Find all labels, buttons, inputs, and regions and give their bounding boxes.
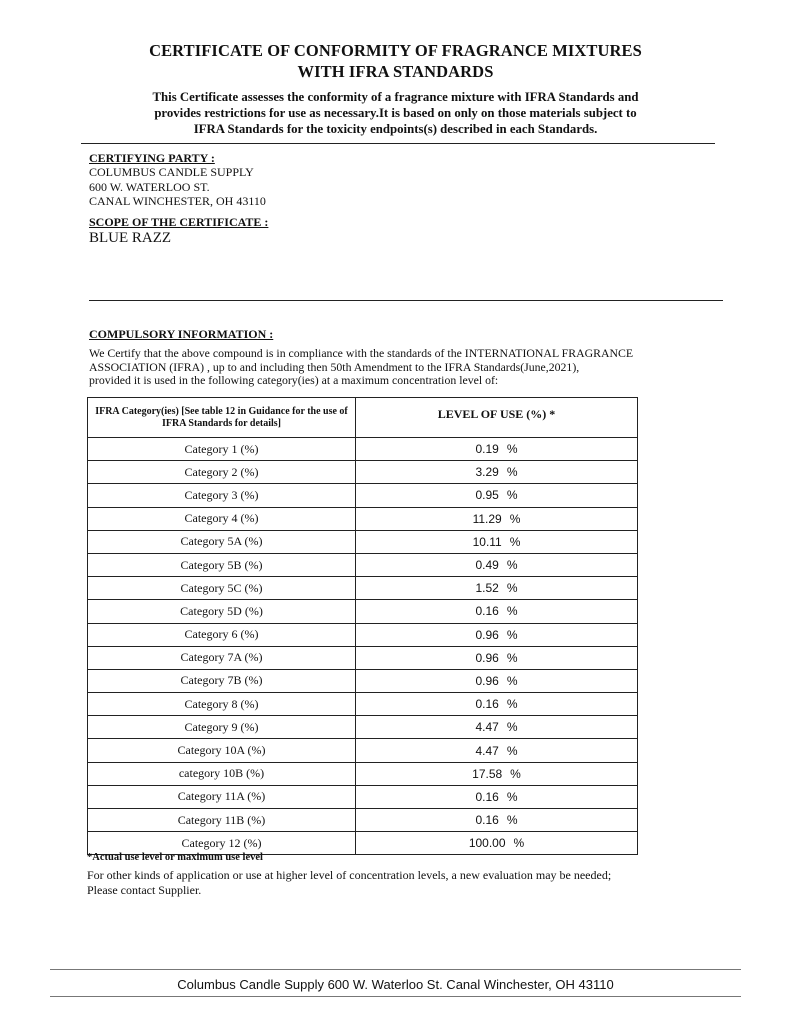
table-row [88, 438, 638, 461]
category-name-cell: Category 5B (%) [88, 553, 356, 576]
percent-unit: % [506, 558, 518, 573]
table-row [88, 669, 638, 692]
level-of-use-cell [356, 809, 638, 832]
scope-product: BLUE RAZZ [89, 230, 172, 246]
table-row [88, 785, 638, 808]
percent-unit: % [506, 581, 518, 596]
level-of-use-cell [356, 623, 638, 646]
category-name-cell: category 10B (%) [88, 762, 356, 785]
footer-address: Columbus Candle Supply 600 W. Waterloo St. Canal Winchester, OH 43110 [177, 977, 614, 992]
percent-unit: % [506, 673, 518, 688]
level-value: 0.19 [475, 442, 499, 457]
level-of-use-cell [356, 785, 638, 808]
level-of-use-cell [356, 600, 638, 623]
table-row [88, 530, 638, 553]
level-of-use-cell [356, 693, 638, 716]
compulsory-label: COMPULSORY INFORMATION : [89, 327, 274, 341]
category-name-cell: Category 11B (%) [88, 809, 356, 832]
percent-unit: % [506, 627, 518, 642]
level-of-use-cell [356, 669, 638, 692]
compulsory-line-2: ASSOCIATION (IFRA) , up to and including then 50th Amendment to the IFRA Standards(June,2021), [89, 359, 580, 374]
certifying-party-label: CERTIFYING PARTY : [89, 151, 215, 165]
category-name-cell: Category 11A (%) [88, 785, 356, 808]
percent-unit: % [510, 766, 521, 781]
table-row [88, 693, 638, 716]
table-row [88, 739, 638, 762]
table-row [88, 577, 638, 600]
level-value: 3.29 [475, 465, 499, 480]
level-value: 0.96 [475, 650, 499, 665]
level-value: 0.96 [475, 627, 499, 642]
certificate-title [0, 40, 791, 82]
level-value: 17.58 [472, 766, 503, 781]
level-value: 4.47 [475, 743, 499, 758]
category-name-cell: Category 9 (%) [88, 716, 356, 739]
table-row [88, 507, 638, 530]
other-application-note [87, 868, 611, 898]
certifying-party-name: COLUMBUS CANDLE SUPPLY [89, 165, 254, 179]
ifra-category-table [87, 397, 638, 855]
table-body [88, 438, 638, 855]
percent-unit: % [506, 488, 518, 503]
level-of-use-cell [356, 438, 638, 461]
percent-unit: % [506, 604, 518, 619]
level-of-use-cell [356, 484, 638, 507]
level-value: 11.29 [472, 511, 502, 526]
level-value: 0.95 [475, 488, 499, 503]
table-row [88, 716, 638, 739]
compulsory-line-1: We Certify that the above compound is in compliance with the standards of the INTERNATIONAL FRAGRANCE [89, 346, 634, 360]
category-name-cell: Category 2 (%) [88, 461, 356, 484]
footer-bottom-divider [50, 996, 741, 997]
table-row [88, 809, 638, 832]
other-note-line-2: Please contact Supplier. [87, 883, 202, 897]
category-name-cell: Category 8 (%) [88, 693, 356, 716]
percent-unit: % [509, 534, 521, 549]
certificate-subtitle [0, 89, 791, 137]
level-value: 0.16 [475, 697, 499, 712]
level-of-use-cell [356, 762, 638, 785]
percent-unit: % [513, 836, 525, 851]
category-name-cell: Category 5C (%) [88, 577, 356, 600]
level-of-use-cell [356, 832, 638, 855]
category-name-cell: Category 1 (%) [88, 438, 356, 461]
level-value: 0.16 [475, 604, 499, 619]
level-value: 0.96 [475, 673, 499, 688]
level-value: 0.16 [475, 813, 499, 828]
category-column-header: IFRA Category(ies) [See table 12 in Guidance for the use of IFRA Standards for details] [88, 398, 356, 438]
compulsory-line-3: provided it is used in the following category(ies) at a maximum concentration level of: [89, 373, 499, 388]
title-line-2: WITH IFRA STANDARDS [297, 62, 494, 81]
category-name-cell: Category 10A (%) [88, 739, 356, 762]
table-row [88, 461, 638, 484]
certifying-party-city: CANAL WINCHESTER, OH 43110 [89, 194, 266, 208]
percent-unit: % [506, 720, 518, 735]
level-of-use-cell [356, 553, 638, 576]
asterisk-note: *Actual use level or maximum use level [87, 852, 263, 863]
level-of-use-cell [356, 530, 638, 553]
table-row [88, 553, 638, 576]
level-of-use-cell [356, 577, 638, 600]
level-value: 0.16 [475, 789, 499, 804]
table-header-row [88, 398, 638, 438]
percent-unit: % [509, 511, 521, 526]
percent-unit: % [506, 465, 518, 480]
percent-unit: % [506, 697, 518, 712]
percent-unit: % [506, 789, 518, 804]
table-row [88, 600, 638, 623]
table-row [88, 623, 638, 646]
table-row [88, 484, 638, 507]
scope-divider [89, 300, 723, 301]
category-name-cell: Category 4 (%) [88, 507, 356, 530]
scope-section [89, 215, 268, 247]
other-note-line-1: For other kinds of application or use at higher level of concentration levels, a new evaluation may be needed; [87, 868, 612, 882]
category-name-cell: Category 6 (%) [88, 623, 356, 646]
subtitle-line-3: IFRA Standards for the toxicity endpoints(s) described in each Standards. [193, 122, 598, 136]
percent-unit: % [506, 743, 518, 758]
level-of-use-cell [356, 739, 638, 762]
header-divider [81, 143, 715, 144]
scope-label: SCOPE OF THE CERTIFICATE : [89, 215, 269, 229]
level-value: 1.52 [475, 581, 499, 596]
level-of-use-column-header: LEVEL OF USE (%) * [356, 398, 638, 438]
subtitle-line-2: provides restrictions for use as necessary.It is based on only on those materials subject to [154, 106, 637, 120]
percent-unit: % [506, 650, 518, 665]
level-value: 10.11 [472, 534, 502, 549]
certifying-party-street: 600 W. WATERLOO ST. [89, 179, 210, 194]
category-name-cell: Category 5A (%) [88, 530, 356, 553]
title-line-1: CERTIFICATE OF CONFORMITY OF FRAGRANCE MIXTURES [149, 41, 642, 60]
table-row [88, 762, 638, 785]
level-of-use-cell [356, 646, 638, 669]
percent-unit: % [506, 813, 518, 828]
category-name-cell: Category 7B (%) [88, 669, 356, 692]
percent-unit: % [506, 442, 518, 457]
level-of-use-cell [356, 507, 638, 530]
category-name-cell: Category 7A (%) [88, 646, 356, 669]
subtitle-line-1: This Certificate assesses the conformity of a fragrance mixture with IFRA Standards and [152, 90, 639, 104]
level-of-use-cell [356, 716, 638, 739]
level-of-use-cell [356, 461, 638, 484]
level-value: 0.49 [475, 558, 499, 573]
category-name-cell: Category 12 (%) [88, 832, 356, 855]
category-name-cell: Category 5D (%) [88, 600, 356, 623]
table-row [88, 646, 638, 669]
certifying-party-section [89, 151, 266, 209]
category-name-cell: Category 3 (%) [88, 484, 356, 507]
level-value: 4.47 [475, 720, 499, 735]
footer-top-divider [50, 969, 741, 970]
level-value: 100.00 [468, 836, 506, 851]
compulsory-section [89, 327, 633, 388]
